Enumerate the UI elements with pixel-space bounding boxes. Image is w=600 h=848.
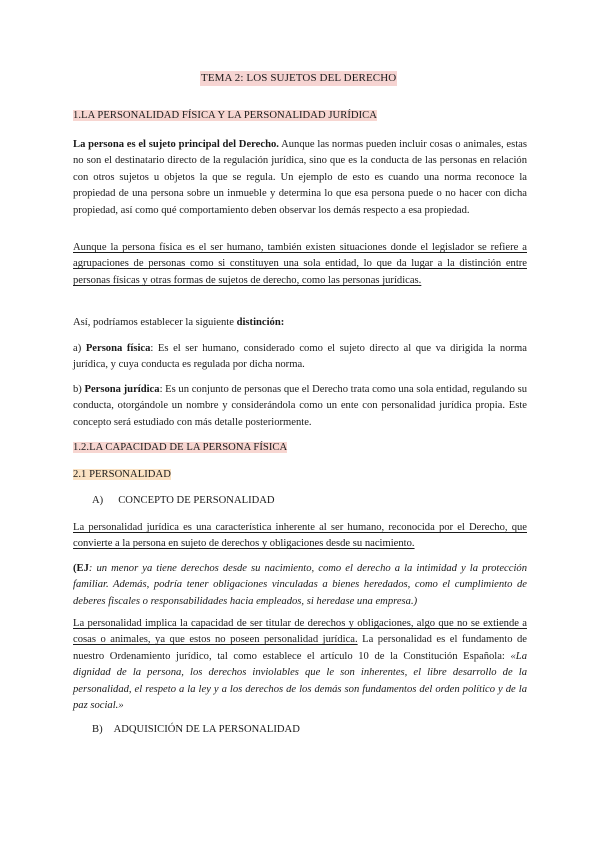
paragraph-distincion-text: Así, podríamos establecer la siguiente [73, 317, 237, 328]
paragraph-distincion [73, 315, 527, 331]
paragraph-agrupaciones [73, 240, 527, 289]
paragraph-capacidad [73, 616, 527, 714]
paragraph-capacidad-underlined: La personalidad implica la capacidad de ser titular de derechos y obligaciones, algo que no se extiende a cosas o animales, ya que estos no poseen personalidad jurídica. [73, 618, 527, 646]
paragraph-persona-text: Aunque las normas pueden incluir cosas o animales, estas no son el destinatario directo de la regulación jurídica, sino que es la conducta de las personas en relación con otros sujetos u objetos la que se regula. Un ejemplo de esto es cuando una norma reconoce la propiedad de una persona sobre un inmueble y determina lo que esa persona puede o no hacer con dicha propiedad, así como qué comportamiento deben observar los demás respecto a esa propiedad. [73, 139, 527, 216]
constitution-quote: «La dignidad de la persona, los derechos inviolables que le son inherentes, el libre desarrollo de la personalidad, el respeto a la ley y a los derechos de los demás son fundamentos del orden político y de la paz social.» [73, 650, 527, 712]
item-a-term: Persona física [85, 343, 151, 354]
item-a-prefix: a) [73, 343, 86, 354]
paragraph-agrupaciones-text: Aunque la persona física es el ser humano, también existen situaciones donde el legislador se refiere a agrupaciones de personas como si constituyen una sola entidad, lo que da lugar a la distinción entre personas físicas y otras formas de sujetos de derecho, como las personas jurídicas. [73, 242, 527, 286]
section-heading-1: 1.LA PERSONALIDAD FÍSICA Y LA PERSONALIDAD JURÍDICA [73, 110, 377, 121]
subheading-adquisicion-label: B) [92, 724, 103, 735]
subheading-concepto-text: CONCEPTO DE PERSONALIDAD [118, 495, 275, 506]
paragraph-persona [73, 137, 527, 219]
example-label: (EJ [73, 563, 89, 574]
item-b-text: : Es un conjunto de personas que el Derecho trata como una sola entidad, regulando su conducta, otorgándole un nombre y considerándola como un ente con personalidad jurídica propia. Este concepto será estudiado con más detalle posteriormente. [73, 384, 528, 428]
subheading-concepto-label: A) [92, 495, 104, 506]
paragraph-distincion-bold: distinción: [236, 317, 285, 328]
item-b-term: Persona jurídica [84, 384, 160, 395]
paragraph-personalidad-juridica [73, 520, 527, 553]
subheading-adquisicion-text: ADQUISICIÓN DE LA PERSONALIDAD [113, 724, 300, 735]
paragraph-personalidad-juridica-text: La personalidad jurídica es una característica inherente al ser humano, reconocida por el Derecho, que convierte a la persona en sujeto de derechos y obligaciones desde su nacimiento. [73, 522, 527, 550]
paragraph-persona-bold: La persona es el sujeto principal del Derecho. [73, 139, 279, 150]
section-heading-2-1: 2.1 PERSONALIDAD [73, 469, 171, 480]
section-heading-1-2: 1.2.LA CAPACIDAD DE LA PERSONA FÍSICA [73, 442, 288, 453]
example-block [73, 561, 527, 610]
paragraph-capacidad-text: La personalidad es el fundamento de nuestro Ordenamiento jurídico, tal como establece el artículo 10 de la Constitución Española: [73, 634, 527, 662]
item-persona-juridica [73, 382, 527, 431]
item-a-text: : Es el ser humano, considerado como el sujeto directo al que va dirigida la norma jurídica, y cuya conducta es regulada por dicha norma. [73, 343, 527, 371]
item-persona-fisica [73, 341, 527, 374]
example-text: : un menor ya tiene derechos desde su nacimiento, como el derecho a la intimidad y la protección familiar. Además, podría tener obligaciones vinculadas a bienes heredados, como el cumplimiento de deberes fiscales o responsabilidades hacia empleados, si heredase una empresa.) [73, 563, 527, 607]
subheading-adquisicion [92, 722, 300, 737]
page-title: TEMA 2: LOS SUJETOS DEL DERECHO [201, 72, 397, 84]
item-b-prefix: b) [73, 384, 85, 395]
subheading-concepto [92, 493, 275, 508]
